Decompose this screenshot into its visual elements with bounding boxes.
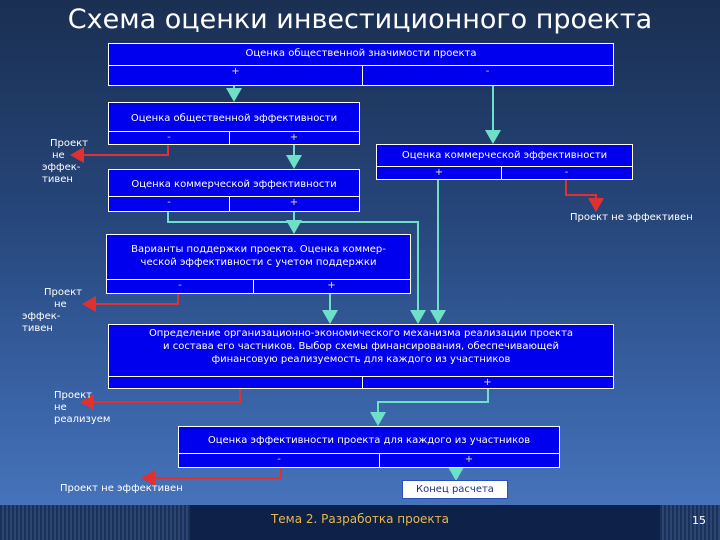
box-label-line1: Определение организационно-экономического механизма реализации проекта [148, 328, 574, 339]
cell-empty [109, 377, 363, 388]
note-line: тивен [42, 174, 73, 185]
box-label-line3: финансовую реализуемость для каждого из участников [211, 354, 511, 365]
box-label-line2: ческой эффективности с учетом поддержки [140, 257, 377, 268]
note-line: не [54, 299, 67, 310]
cell-minus: - [109, 132, 230, 144]
box-label-line1: Варианты поддержки проекта. Оценка коммер- [131, 244, 386, 255]
cell-plus: + [464, 454, 474, 465]
cell-plus: + [109, 66, 363, 85]
arrow-part-minus [143, 468, 281, 478]
cell-minus: - [109, 197, 230, 211]
cell-minus: - [179, 454, 380, 467]
cell-minus: - [107, 280, 254, 293]
arrow-mech-plus [378, 389, 488, 424]
box-label-line2: и состава его частников. Выбор схемы финансирования, обеспечивающей [163, 341, 559, 352]
box-participants [178, 426, 560, 468]
note-not-effective-right: Проект не эффективен [570, 212, 693, 223]
box-support-variants [106, 234, 411, 294]
note-line: эффек- [22, 311, 61, 322]
cell-minus: - [485, 66, 490, 77]
note-line: Проект [54, 390, 93, 401]
box-label: Оценка коммерческой эффективности [131, 179, 337, 190]
note-line: эффек- [42, 162, 81, 173]
note-line: Проект [44, 287, 83, 298]
box-mechanism [108, 324, 614, 389]
cell-plus: + [377, 167, 502, 179]
note-line: не [52, 150, 65, 161]
cell-minus: - [564, 167, 569, 178]
box-public-efficiency [108, 102, 360, 145]
box-commercial-efficiency-right [376, 144, 633, 180]
footer-topic: Тема 2. Разработка проекта [270, 512, 450, 526]
slide-title: Схема оценки инвестиционного проекта [67, 4, 653, 35]
cell-plus: + [327, 280, 336, 291]
note-not-effective-1 [42, 138, 88, 186]
arrow-sup-minus [84, 294, 178, 304]
note-not-realizable [54, 390, 110, 426]
box-label: Оценка общественной значимости проекта [245, 48, 477, 59]
note-not-effective-2 [22, 287, 83, 335]
note-line: реализуем [54, 414, 111, 425]
cell-plus: + [289, 197, 299, 208]
arrow-com-right-minus [566, 180, 596, 210]
box-public-significance [108, 43, 614, 86]
note-line: Проект [50, 138, 89, 149]
end-calculation-box: Конец расчета [402, 480, 508, 499]
box-label: Оценка эффективности проекта для каждого из участников [207, 435, 531, 446]
box-label: Оценка коммерческой эффективности [401, 150, 608, 161]
note-not-effective-bottom: Проект не эффективен [60, 483, 183, 494]
cell-plus: + [483, 377, 492, 388]
note-line: тивен [22, 323, 53, 334]
page-number: 15 [692, 514, 706, 527]
box-commercial-efficiency-left [108, 169, 360, 212]
note-line: не [54, 402, 67, 413]
box-label: Оценка общественной эффективности [130, 113, 338, 124]
cell-plus: + [289, 132, 299, 143]
